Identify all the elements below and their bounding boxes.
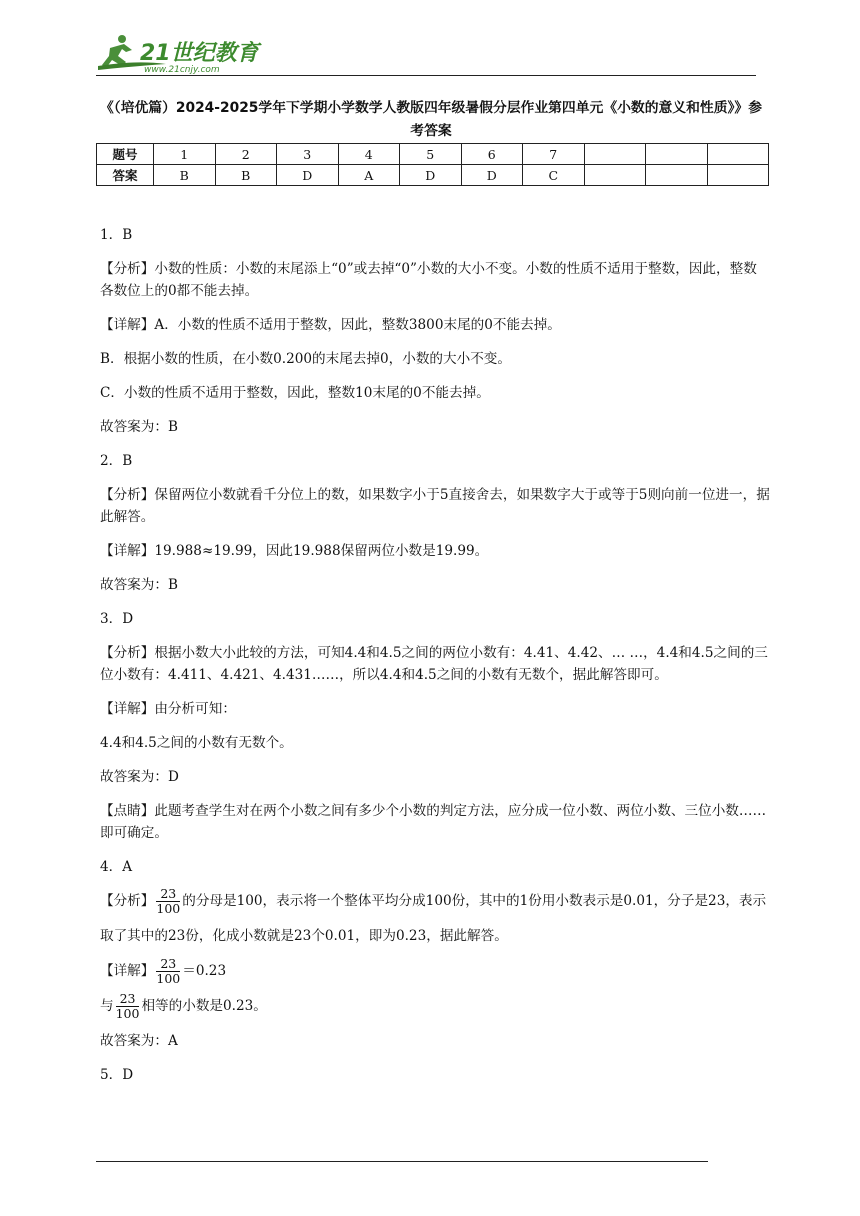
detail-label: 【详解】 xyxy=(100,963,155,979)
table-cell: D xyxy=(461,165,523,186)
analysis-paragraph: 【分析】根据小数大小此较的方法，可知4.4和4.5之间的两位小数有：4.41、4.42、… …，4.4和4.5之间的三位小数有：4.411、4.421、4.431……，所以4.4和4.5之间的小数有无数个，据此解答即可。 xyxy=(100,645,768,683)
question-heading: 1．B xyxy=(100,227,133,243)
detail-paragraph: 【详解】由分析可知： xyxy=(100,701,236,717)
analysis-paragraph xyxy=(100,884,770,954)
table-cell: D xyxy=(277,165,339,186)
fraction xyxy=(156,957,180,986)
question-heading: 5．D xyxy=(100,1067,134,1083)
question-heading: 2．B xyxy=(100,453,133,469)
table-cell: 4 xyxy=(338,144,400,165)
table-row xyxy=(97,144,769,165)
answer-line: 故答案为：B xyxy=(100,419,178,435)
question-heading: 4．A xyxy=(100,859,133,875)
table-cell: D xyxy=(400,165,462,186)
analysis-paragraph: 【分析】小数的性质：小数的末尾添上“0”或去掉“0”小数的大小不变。小数的性质不适用于整数，因此，整数各数位上的0都不能去掉。 xyxy=(100,261,757,299)
table-cell: B xyxy=(215,165,277,186)
analysis-text: 的分母是100，表示将一个整体平均分成100份，其中的1份用小数表示是0.01，分子是23，表示取了其中的23份，化成小数就是23个0.01，即为0.23，据此解答。 xyxy=(100,893,767,944)
row-header: 题号 xyxy=(97,144,154,165)
logo-icon xyxy=(96,30,266,76)
table-cell xyxy=(584,165,646,186)
detail-paragraph: 【详解】19.988≈19.99，因此19.988保留两位小数是19.99。 xyxy=(100,543,489,559)
fraction xyxy=(156,887,180,916)
table-cell: C xyxy=(523,165,585,186)
table-row xyxy=(97,165,769,186)
detail-paragraph: 4.4和4.5之间的小数有无数个。 xyxy=(100,735,293,751)
table-cell xyxy=(707,144,769,165)
answer-line: 故答案为：A xyxy=(100,1033,178,1049)
question-heading: 3．D xyxy=(100,611,134,627)
fraction-numerator: 23 xyxy=(156,957,180,972)
header-rule xyxy=(96,75,756,76)
table-cell: 3 xyxy=(277,144,339,165)
table-cell: 2 xyxy=(215,144,277,165)
detail-paragraph: B．根据小数的性质，在小数0.200的末尾去掉0，小数的大小不变。 xyxy=(100,351,511,367)
fraction-numerator: 23 xyxy=(156,887,180,902)
fraction-denominator: 100 xyxy=(115,1006,140,1021)
fraction-numerator: 23 xyxy=(116,992,140,1007)
table-cell: 1 xyxy=(154,144,216,165)
remark-paragraph: 【点睛】此题考查学生对在两个小数之间有多少个小数的判定方法，应分成一位小数、两位小数、三位小数……即可确定。 xyxy=(100,803,767,841)
table-cell: A xyxy=(338,165,400,186)
answer-line: 故答案为：D xyxy=(100,769,179,785)
detail-paragraph xyxy=(100,954,770,989)
table-cell: 5 xyxy=(400,144,462,165)
page-header xyxy=(96,30,756,78)
svg-text:www.21cnjy.com: www.21cnjy.com xyxy=(144,65,220,75)
table-cell xyxy=(584,144,646,165)
fraction-denominator: 100 xyxy=(156,901,181,916)
answer-content xyxy=(100,218,770,1092)
detail-paragraph: C．小数的性质不适用于整数，因此，整数10末尾的0不能去掉。 xyxy=(100,385,490,401)
equal-text: 相等的小数是0.23。 xyxy=(141,998,267,1014)
table-cell xyxy=(646,165,708,186)
fraction xyxy=(116,992,140,1021)
table-cell xyxy=(707,165,769,186)
analysis-label: 【分析】 xyxy=(100,893,155,909)
row-header: 答案 xyxy=(97,165,154,186)
table-cell xyxy=(646,144,708,165)
detail-paragraph: 【详解】A．小数的性质不适用于整数，因此，整数3800末尾的0不能去掉。 xyxy=(100,317,561,333)
detail-paragraph xyxy=(100,989,770,1024)
svg-text:21世纪教育: 21世纪教育 xyxy=(140,41,259,66)
table-cell: 6 xyxy=(461,144,523,165)
equal-prefix: 与 xyxy=(100,998,114,1014)
fraction-denominator: 100 xyxy=(156,971,181,986)
analysis-paragraph: 【分析】保留两位小数就看千分位上的数，如果数字小于5直接舍去，如果数字大于或等于5则向前一位进一，据此解答。 xyxy=(100,487,770,525)
answer-table xyxy=(96,143,769,186)
table-cell: B xyxy=(154,165,216,186)
footer-rule xyxy=(96,1161,708,1162)
document-title: 《（培优篇）2024-2025学年下学期小学数学人教版四年级暑假分层作业第四单元《小数的意义和性质》》参考答案 xyxy=(100,100,762,139)
detail-text: ＝0.23 xyxy=(182,963,227,979)
table-cell: 7 xyxy=(523,144,585,165)
answer-line: 故答案为：B xyxy=(100,577,178,593)
